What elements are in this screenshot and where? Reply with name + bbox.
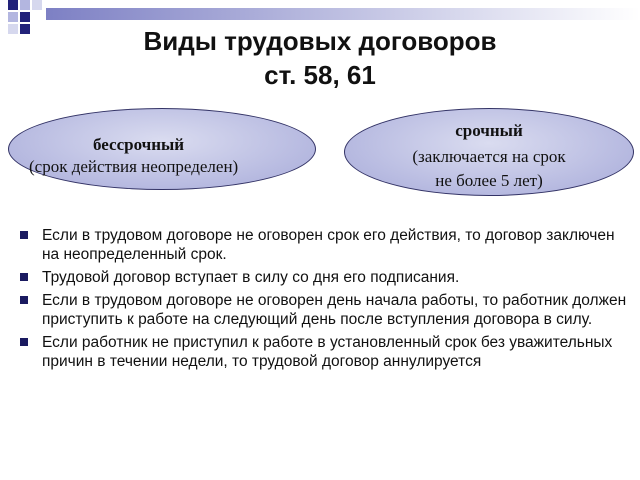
indefinite-contract-ellipse: [8, 108, 316, 190]
list-item: [18, 333, 634, 371]
list-item-text: Если в трудовом договоре не оговорен срок его действия, то договор заключен на неопределенный срок.: [42, 227, 615, 263]
indefinite-contract-note: (срок действия неопределен): [29, 157, 239, 176]
indefinite-contract-label: бессрочный: [93, 135, 185, 154]
fixed-term-contract-label: срочный: [455, 121, 523, 140]
square-light-4: [8, 24, 18, 34]
list-item: [18, 268, 634, 287]
square-light-2: [32, 0, 42, 10]
list-item-text: Трудовой договор вступает в силу со дня его подписания.: [42, 269, 460, 286]
square-bullet-icon: [20, 296, 28, 304]
list-item: [18, 291, 634, 329]
square-bullet-icon: [20, 273, 28, 281]
page-title: [60, 24, 580, 92]
title-line-1: Виды трудовых договоров: [143, 26, 497, 56]
fixed-term-contract-ellipse: [344, 108, 634, 196]
fixed-term-note-line-1: (заключается на срок: [412, 147, 566, 166]
title-line-2: ст. 58, 61: [264, 60, 376, 90]
square-dark-2: [20, 12, 30, 22]
square-bullet-icon: [20, 231, 28, 239]
list-item-text: Если в трудовом договоре не оговорен день начала работы, то работник должен приступить к работе на следующий день после вступления договора в силу.: [42, 292, 627, 328]
square-dark-1: [8, 0, 18, 10]
square-bullet-icon: [20, 338, 28, 346]
list-item-text: Если работник не приступил к работе в установленный срок без уважительных причин в течении недели, то трудовой договор аннулируется: [42, 334, 613, 370]
fixed-term-note-line-2: не более 5 лет): [435, 171, 543, 190]
list-item: [18, 226, 634, 264]
header-gradient-bar: [46, 8, 640, 20]
rules-list: [18, 226, 634, 375]
square-light-1: [20, 0, 30, 10]
square-light-3: [8, 12, 18, 22]
fixed-term-contract-note: [345, 145, 633, 193]
square-dark-3: [20, 24, 30, 34]
